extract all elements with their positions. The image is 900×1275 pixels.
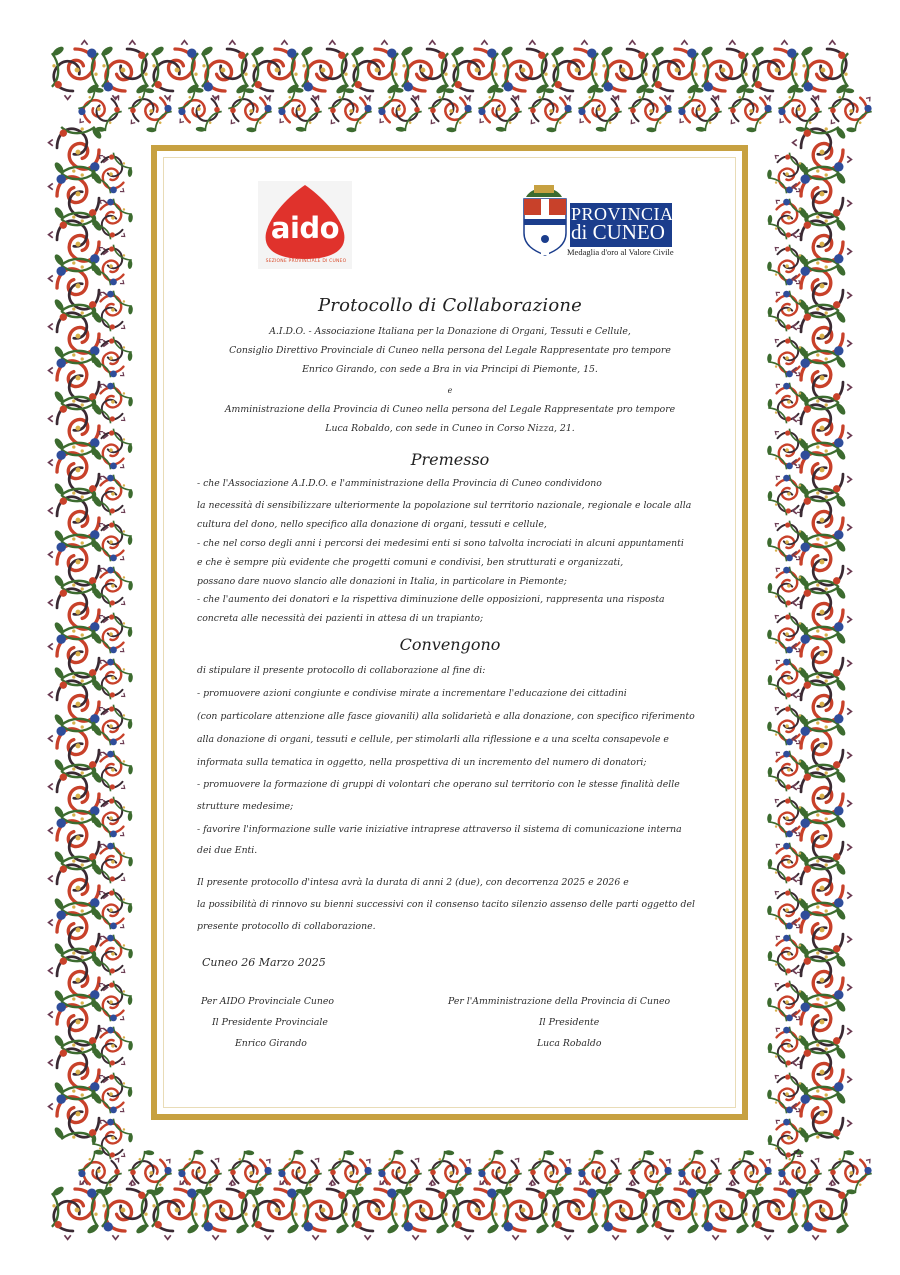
convengono-line: - promuovere la formazione di gruppi di volontari che operano sul territorio con le stesse finalità delle <box>197 779 680 790</box>
signature-left-line1: Per AIDO Provinciale Cuneo <box>201 996 335 1007</box>
premesso-line: cultura del dono, nello specifico alla donazione di organi, tessuti e cellule, <box>197 519 547 530</box>
party1-line-3: Enrico Girando, con sede a Bra in via Principi di Piemonte, 15. <box>302 364 598 375</box>
premesso-line: - che l'aumento dei donatori e la rispettiva diminuzione delle opposizioni, rappresenta una risposta <box>197 594 665 605</box>
cuneo-logo-provincia: PROVINCIA <box>571 204 674 224</box>
convengono-line: - promuovere azioni congiunte e condivise mirate a incrementare l'educazione dei cittadini <box>197 688 627 699</box>
convengono-heading: Convengono <box>399 635 501 654</box>
aido-logo-word: aido <box>270 211 340 245</box>
premesso-heading: Premesso <box>410 450 490 469</box>
convengono-line: alla donazione di organi, tessuti e cellule, per stimolarli alla riflessione e a una scelta consapevole e <box>197 734 669 745</box>
convengono-line: strutture medesime; <box>197 801 294 812</box>
party2-line-1: Amministrazione della Provincia di Cuneo nella persona del Legale Rappresentate pro tempore <box>224 404 676 415</box>
document-date: Cuneo 26 Marzo 2025 <box>202 956 326 969</box>
convengono-line: informata sulla tematica in oggetto, nella prospettiva di un incremento del numero di donatori; <box>197 757 647 768</box>
cuneo-logo-medal-text: Medaglia d'oro al Valore Civile <box>567 247 674 257</box>
document-frame <box>151 145 748 1120</box>
convengono-line: - favorire l'informazione sulle varie iniziative intraprese attraverso il sistema di comunicazione interna <box>197 824 682 835</box>
durata-line: presente protocollo di collaborazione. <box>197 921 376 932</box>
signature-right-line2: Il Presidente <box>539 1017 600 1028</box>
party2-line-2: Luca Robaldo, con sede in Cuneo in Corso Nizza, 21. <box>325 423 575 434</box>
signature-left-name: Enrico Girando <box>235 1038 307 1049</box>
premesso-line: e che è sempre più evidente che progetti comuni e condivisi, ben strutturati e organizzati, <box>197 557 624 568</box>
premesso-line: concreta alle necessità dei pazienti in attesa di un trapianto; <box>197 613 484 624</box>
convengono-line: dei due Enti. <box>197 845 258 856</box>
durata-line: la possibilità di rinnovo su bienni successivi con il consenso tacito silenzio assenso delle parti oggetto del <box>197 899 695 910</box>
premesso-line: - che nel corso degli anni i percorsi dei medesimi enti si sono talvolta incrociati in alcuni appuntamenti <box>197 538 684 549</box>
convengono-line: (con particolare attenzione alle fasce giovanili) alla solidarietà e alla donazione, con specifico riferimento <box>197 711 695 722</box>
document-title: Protocollo di Collaborazione <box>317 295 583 316</box>
signature-right-name: Luca Robaldo <box>537 1038 602 1049</box>
aido-logo-subtitle: SEZIONE PROVINCIALE DI CUNEO <box>265 259 347 264</box>
premesso-line: la necessità di sensibilizzare ulteriormente la popolazione sul territorio nazionale, regionale e locale alla <box>197 500 692 511</box>
durata-line: Il presente protocollo d'intesa avrà la durata di anni 2 (due), con decorrenza 2025 e 2026 e <box>197 877 629 888</box>
signature-left-line2: Il Presidente Provinciale <box>212 1017 328 1028</box>
cuneo-logo-di-cuneo: di CUNEO <box>571 220 665 244</box>
premesso-line: possano dare nuovo slancio alle donazioni in Italia, in particolare in Piemonte; <box>197 576 567 587</box>
conjunction: e <box>447 386 453 395</box>
party1-line-1: A.I.D.O. - Associazione Italiana per la Donazione di Organi, Tessuti e Cellule, <box>269 326 631 337</box>
convengono-line: di stipulare il presente protocollo di collaborazione al fine di: <box>197 665 486 676</box>
party1-line-2: Consiglio Direttivo Provinciale di Cuneo nella persona del Legale Rappresentate pro tempore <box>229 345 671 356</box>
signature-right-line1: Per l'Amministrazione della Provincia di Cuneo <box>448 996 671 1007</box>
premesso-line: - che l'Associazione A.I.D.O. e l'amministrazione della Provincia di Cuneo condividono <box>197 478 602 489</box>
